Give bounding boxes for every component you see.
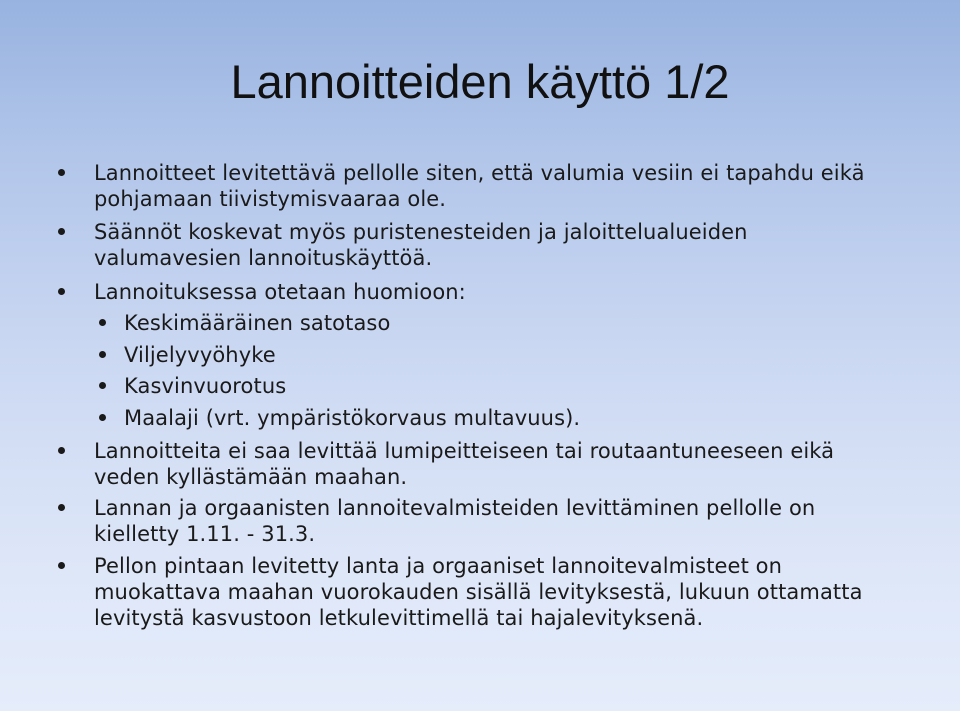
bullet-item-6 (94, 553, 863, 631)
bullet-text: pohjamaan tiivistymisvaaraa ole. (94, 187, 447, 211)
bullet-item-2 (94, 219, 748, 271)
bullet-text: Lannoitteet levitettävä pellolle siten, että valumia vesiin ei tapahdu eikä (94, 161, 865, 185)
sub-bullet-item-1 (124, 310, 390, 336)
bullet-dot-icon (58, 288, 65, 295)
bullet-text: Kasvinvuorotus (124, 374, 287, 398)
bullet-dot-icon (58, 562, 65, 569)
bullet-text: muokattava maahan vuorokauden sisällä levityksestä, lukuun ottamatta (94, 580, 863, 604)
bullet-dot-icon (58, 447, 65, 454)
bullet-dot-icon (99, 414, 106, 421)
bullet-dot-icon (58, 228, 65, 235)
bullet-dot-icon (99, 382, 106, 389)
bullet-text: Lannan ja orgaanisten lannoitevalmisteiden levittäminen pellolle on (94, 496, 816, 520)
bullet-item-4 (94, 438, 834, 490)
bullet-dot-icon (99, 319, 106, 326)
bullet-text: veden kyllästämään maahan. (94, 465, 408, 489)
sub-bullet-item-4 (124, 405, 580, 431)
bullet-text: Viljelyvyöhyke (124, 343, 276, 367)
bullet-text: kielletty 1.11. - 31.3. (94, 522, 316, 546)
slide-title: Lannoitteiden käyttö 1/2 (230, 55, 730, 108)
bullet-text: levitystä kasvustoon letkulevittimellä tai hajalevityksenä. (94, 606, 704, 630)
bullet-text: Säännöt koskevat myös puristenesteiden ja jaloittelualueiden (94, 220, 748, 244)
bullet-item-3 (94, 279, 466, 305)
bullet-dot-icon (99, 351, 106, 358)
bullet-dot-icon (58, 504, 65, 511)
sub-bullet-item-3 (124, 373, 286, 399)
bullet-text: Pellon pintaan levitetty lanta ja orgaaniset lannoitevalmisteet on (94, 554, 783, 578)
bullet-item-1 (94, 160, 865, 212)
bullet-text: valumavesien lannoituskäyttöä. (94, 246, 433, 270)
sub-bullet-item-2 (124, 342, 276, 368)
bullet-text: Keskimääräinen satotaso (124, 311, 391, 335)
bullet-text: Lannoitteita ei saa levittää lumipeitteiseen tai routaantuneeseen eikä (94, 439, 835, 463)
bullet-item-5 (94, 495, 815, 547)
bullet-text: Lannoituksessa otetaan huomioon: (94, 280, 466, 304)
bullet-dot-icon (58, 169, 65, 176)
bullet-text: Maalaji (vrt. ympäristökorvaus multavuus). (124, 406, 581, 430)
